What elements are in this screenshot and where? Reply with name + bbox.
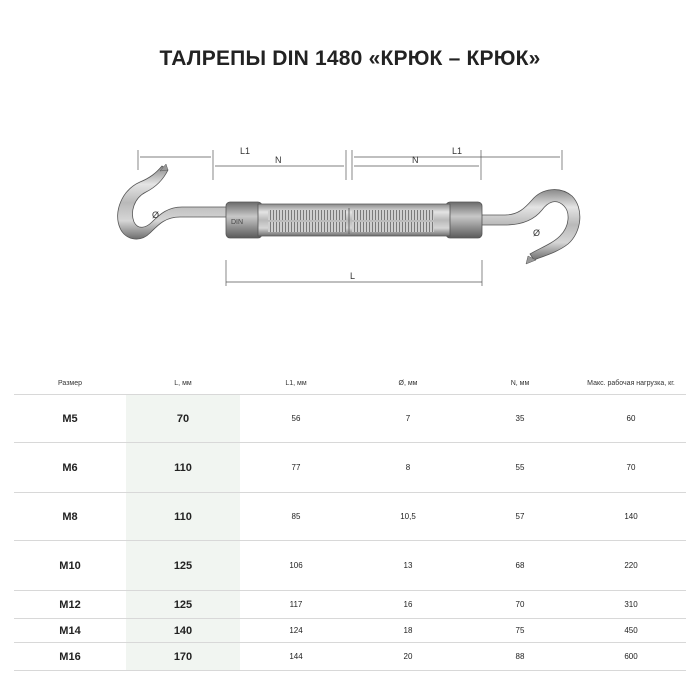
cell-length: 110 [126, 443, 240, 493]
turnbuckle-body-icon [226, 202, 482, 238]
cell-n: 75 [464, 619, 576, 643]
diam-right-label: Ø [533, 228, 541, 238]
header-max-load: Макс. рабочая нагрузка, кг. [587, 379, 675, 387]
cell-size: M5 [14, 395, 126, 443]
header-diameter: Ø, мм [398, 379, 418, 387]
dim-l1-right: L1 [452, 146, 463, 156]
cell-max-load: 220 [576, 541, 686, 591]
page-title: ТАЛРЕПЫ DIN 1480 «КРЮК – КРЮК» [159, 47, 541, 70]
dim-n-right: N [412, 155, 419, 165]
table-header-row [14, 372, 686, 395]
table-row [14, 619, 686, 643]
cell-diameter: 7 [352, 395, 464, 443]
table-row [14, 395, 686, 443]
cell-l1: 144 [240, 643, 352, 671]
table-row [14, 493, 686, 541]
dim-n-left: N [275, 155, 282, 165]
cell-l1: 56 [240, 395, 352, 443]
cell-n: 55 [464, 443, 576, 493]
right-hook-icon [468, 190, 580, 264]
cell-length: 140 [126, 619, 240, 643]
cell-diameter: 10,5 [352, 493, 464, 541]
cell-size: M10 [14, 541, 126, 591]
cell-n: 68 [464, 541, 576, 591]
header-l1: L1, мм [285, 379, 307, 387]
cell-l1: 124 [240, 619, 352, 643]
cell-diameter: 13 [352, 541, 464, 591]
cell-size: M14 [14, 619, 126, 643]
table-row [14, 591, 686, 619]
cell-n: 57 [464, 493, 576, 541]
specs-table [14, 372, 686, 671]
cell-max-load: 70 [576, 443, 686, 493]
cell-max-load: 60 [576, 395, 686, 443]
cell-size: M6 [14, 443, 126, 493]
header-size: Размер [57, 379, 83, 387]
cell-l1: 77 [240, 443, 352, 493]
cell-n: 35 [464, 395, 576, 443]
table-row [14, 443, 686, 493]
dim-l-total: L [350, 271, 356, 281]
cell-n: 88 [464, 643, 576, 671]
diam-left-label: Ø [152, 210, 160, 220]
cell-n: 70 [464, 591, 576, 619]
header-length: L, мм [174, 379, 192, 387]
cell-diameter: 20 [352, 643, 464, 671]
turnbuckle-drawing [0, 140, 700, 310]
cell-max-load: 450 [576, 619, 686, 643]
cell-l1: 85 [240, 493, 352, 541]
cell-l1: 117 [240, 591, 352, 619]
cell-length: 70 [126, 395, 240, 443]
cell-length: 110 [126, 493, 240, 541]
cell-size: M16 [14, 643, 126, 671]
body-marking: DIN [231, 219, 244, 226]
cell-length: 170 [126, 643, 240, 671]
cell-diameter: 18 [352, 619, 464, 643]
dim-l1-left: L1 [240, 146, 251, 156]
left-hook-icon [118, 164, 228, 239]
cell-diameter: 8 [352, 443, 464, 493]
cell-l1: 106 [240, 541, 352, 591]
cell-diameter: 16 [352, 591, 464, 619]
cell-length: 125 [126, 591, 240, 619]
cell-max-load: 600 [576, 643, 686, 671]
table-row [14, 643, 686, 671]
cell-length: 125 [126, 541, 240, 591]
header-n: N, мм [510, 379, 530, 387]
cell-max-load: 310 [576, 591, 686, 619]
table-row [14, 541, 686, 591]
cell-max-load: 140 [576, 493, 686, 541]
cell-size: M8 [14, 493, 126, 541]
cell-size: M12 [14, 591, 126, 619]
